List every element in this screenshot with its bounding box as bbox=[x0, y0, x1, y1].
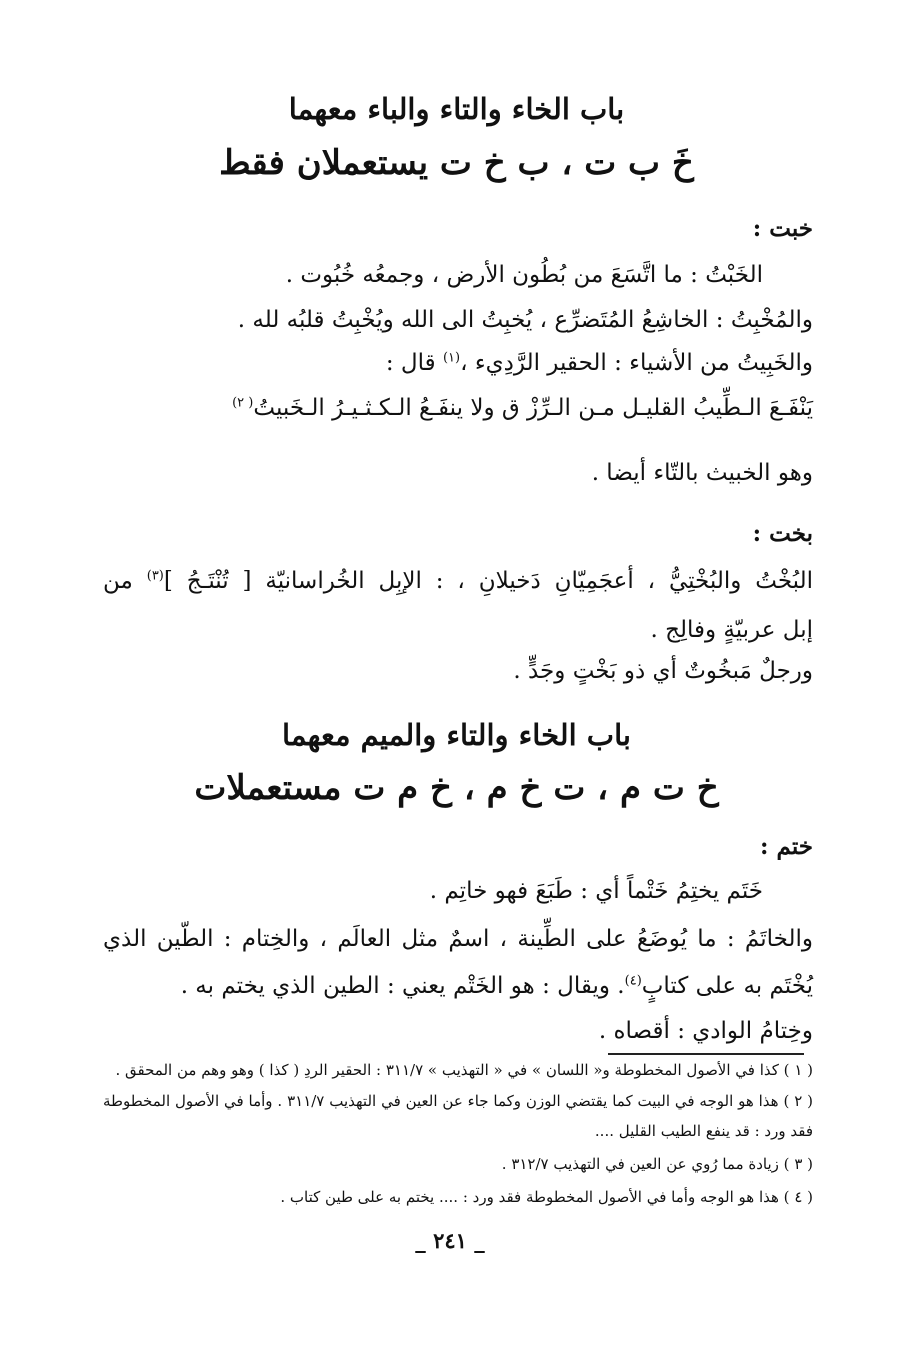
khabt-line-4: وهو الخبيث بالتّاء أيضا . bbox=[591, 460, 813, 486]
section-subtitle-roots-1: خَ ب ت ، ب خ ت يستعملان فقط bbox=[219, 143, 694, 183]
section-subtitle-roots-2: خ ت م ، ت خ م ، خ م ت مستعملات bbox=[194, 768, 719, 808]
khabt-line-3: والخَبِيتُ من الأشياء : الحقير الرَّدِيء ،$^{(١)}$ قال : bbox=[385, 350, 813, 376]
footnote-ref-4: (٤) bbox=[624, 973, 642, 989]
khabt-line-1: الخَبْتُ : ما اتَّسَعَ من بُطُون الأرض ، وجمعُه خُبُوت . bbox=[285, 262, 763, 288]
khatm-line-4: وخِتامُ الوادي : أقصاه . bbox=[598, 1018, 813, 1044]
footnote-3: ( ٣ ) زيادة مما رُوي عن العين في التهذيب ٣١٢/٧ . bbox=[501, 1155, 813, 1173]
footnote-2-continued: فقد ورد : قد ينفع الطيب القليل .... bbox=[594, 1122, 813, 1140]
footnote-1: ( ١ ) كذا في الأصول المخطوطة و« اللسان » في « التهذيب » ٣١١/٧ : الحقير الردِ ( كذا ) وهو وهم من المحقق . bbox=[115, 1061, 813, 1079]
section-title-khaa-taa-baa: باب الخاء والتاء والباء معهما bbox=[288, 92, 625, 126]
footnote-ref-3: (٣) bbox=[146, 568, 164, 584]
khatm-line-2: والخاتَمُ : ما يُوضَعُ على الطِّينة ، اسمٌ مثل العالَم ، والخِتام : الطّين الذي bbox=[103, 926, 813, 952]
entry-heading-khatm: ختم : bbox=[760, 833, 813, 860]
entry-heading-bakht: بخت : bbox=[752, 520, 813, 547]
footnote-ref-1: (١) bbox=[442, 350, 461, 366]
footnote-4: ( ٤ ) هذا هو الوجه وأما في الأصول المخطوطة فقد ورد : .... يختم به على طين كتاب . bbox=[280, 1188, 813, 1206]
khabt-verse: يَنْفَـعَ الـطِّيبُ القليـل مـن الـرِّزْ ق ولا ينفَـعُ الـكـثـيـرُ الـخَبيتُ$^{( ٢)}$ bbox=[232, 395, 813, 421]
page-number: _ ٢٤١ _ bbox=[415, 1228, 485, 1253]
section-title-khaa-taa-meem: باب الخاء والتاء والميم معهما bbox=[281, 718, 631, 752]
bakht-line-2: إبل عربيّةٍ وفالِج . bbox=[650, 617, 813, 643]
footnote-2: ( ٢ ) هذا هو الوجه في البيت كما يقتضي الوزن وكما جاء عن العين في التهذيب ٣١١/٧ . وأما في الأصول المخطوطة bbox=[103, 1092, 813, 1110]
khatm-line-3: يُخْتَم به على كتابٍ$^{(٤)}$. ويقال : هو الخَتْم يعني : الطين الذي يختم به . bbox=[180, 973, 813, 999]
bakht-line-3: ورجلٌ مَبخُوتٌ أي ذو بَخْتٍ وجَدٍّ . bbox=[513, 658, 813, 684]
footnote-ref-2: ( ٢) bbox=[232, 395, 254, 411]
khabt-line-2: والمُخْبِتُ : الخاشِعُ المُتَضرِّع ، يُخبِتُ الى الله ويُخْبِتُ قلبُه لله . bbox=[237, 307, 813, 333]
entry-heading-khabt: خبت : bbox=[752, 215, 813, 242]
khatm-line-1: خَتَم يختِمُ خَتْماً أي : طَبَعَ فهو خاتِم . bbox=[429, 878, 763, 904]
bakht-line-1: البُخْتُ والبُخْتِيُّ ، أعجَمِيّانِ دَخيلانِ ، : الإبِل الخُراسانيّة [ تُنْتَـجُ ]$^{(٣)}$ من bbox=[103, 568, 814, 594]
footnote-separator bbox=[608, 1053, 804, 1055]
